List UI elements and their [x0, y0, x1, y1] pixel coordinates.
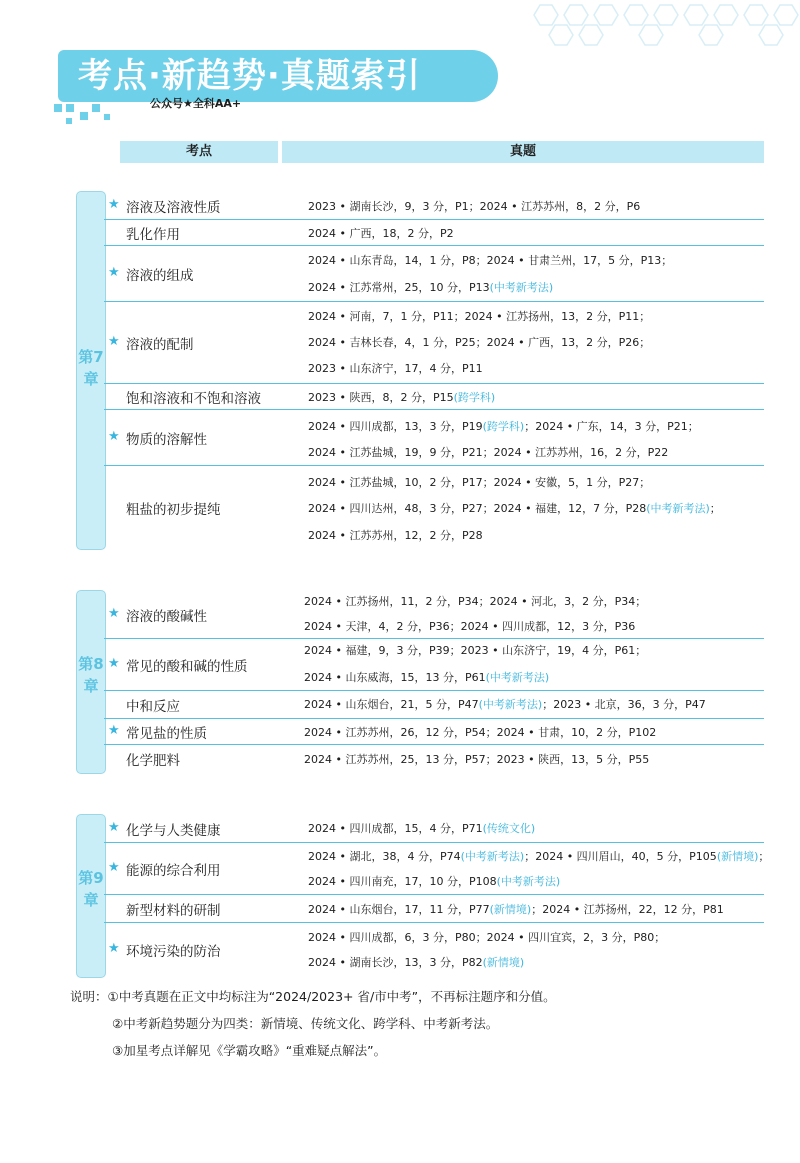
- exam-reference-line: [308, 389, 495, 405]
- table-row: [104, 638, 764, 690]
- exam-reference-line: [308, 252, 672, 268]
- exam-reference-line: [308, 820, 535, 836]
- star-icon: ★: [108, 723, 120, 738]
- exam-reference-line: [304, 618, 635, 634]
- trend-tag: (新情境): [489, 903, 532, 916]
- exam-reference: ；: [709, 502, 721, 515]
- exam-reference: 2024 • 江苏常州，25，10 分，P13: [308, 281, 490, 294]
- exam-reference-line: [308, 444, 668, 460]
- table-row: [104, 842, 770, 894]
- exam-reference: 2023 • 湖南长沙，9，3 分，P1；2024 • 江苏苏州，8，2 分，P6: [308, 200, 641, 213]
- trend-tag: (中考新考法): [460, 850, 525, 863]
- exam-reference-line: [304, 642, 646, 658]
- knowledge-point: 新型材料的研制: [126, 903, 221, 919]
- exam-reference-line: [308, 418, 699, 434]
- decor-square: [54, 104, 62, 112]
- exam-reference-line: [308, 527, 483, 543]
- page-title: 考点·新趋势·真题索引: [78, 56, 421, 96]
- exam-reference: 2023 • 陕西，8，2 分，P15: [308, 391, 454, 404]
- trend-tag: (跨学科): [453, 391, 496, 404]
- knowledge-point: 溶液的组成: [126, 268, 194, 284]
- chapter-marker: [76, 590, 106, 774]
- exam-reference: 2024 • 江苏苏州，25，13 分，P57；2023 • 陕西，13，5 分，P55: [304, 753, 650, 766]
- table-row: [104, 245, 764, 301]
- exam-reference-line: [308, 308, 650, 324]
- exam-reference: 2023 • 山东济宁，17，4 分，P11: [308, 362, 483, 375]
- exam-reference: ；2024 • 江苏扬州，22，12 分，P81: [531, 903, 724, 916]
- trend-tag: (中考新考法): [489, 281, 554, 294]
- knowledge-point: 乳化作用: [126, 227, 180, 243]
- trend-tag: (新情境): [716, 850, 759, 863]
- star-icon: ★: [108, 860, 120, 875]
- exam-reference: 2024 • 山东烟台，17，11 分，P77: [308, 903, 490, 916]
- knowledge-point: 物质的溶解性: [126, 432, 207, 448]
- chapter-label: 第9章: [78, 869, 104, 909]
- knowledge-point: 溶液的配制: [126, 337, 194, 353]
- exam-reference-line: [308, 474, 650, 490]
- knowledge-point: 溶液及溶液性质: [126, 200, 221, 216]
- chapter-marker: [76, 814, 106, 978]
- decor-square: [80, 112, 88, 120]
- exam-reference: ；: [758, 850, 770, 863]
- trend-tag: (跨学科): [482, 420, 525, 433]
- star-icon: ★: [108, 656, 120, 671]
- exam-reference-line: [308, 929, 665, 945]
- decor-square: [92, 104, 100, 112]
- exam-reference: 2024 • 江苏盐城，19，9 分，P21；2024 • 江苏苏州，16，2 分，P22: [308, 446, 669, 459]
- decor-square: [104, 114, 110, 120]
- table-row: [104, 191, 764, 219]
- exam-reference-line: [304, 724, 656, 740]
- table-row: [104, 718, 764, 744]
- exam-reference: 2024 • 山东烟台，21，5 分，P47: [304, 698, 479, 711]
- exam-reference: 2024 • 吉林长春，4，1 分，P25；2024 • 广西，13，2 分，P26；: [308, 336, 651, 349]
- exam-reference-line: [308, 225, 454, 241]
- exam-reference: 2024 • 四川成都，6，3 分，P80；2024 • 四川宜宾，2，3 分，P80；: [308, 931, 666, 944]
- knowledge-point: 溶液的酸碱性: [126, 609, 207, 625]
- exam-reference-line: [308, 901, 724, 917]
- chapter-marker: [76, 191, 106, 550]
- column-header-exams: 真题: [282, 141, 764, 163]
- exam-reference: 2024 • 四川成都，13，3 分，P19: [308, 420, 483, 433]
- exam-reference: 2024 • 江苏扬州，11，2 分，P34；2024 • 河北，3，2 分，P34；: [304, 595, 647, 608]
- exam-reference-line: [304, 593, 646, 609]
- exam-reference-line: [304, 669, 549, 685]
- exam-reference-line: [308, 360, 483, 376]
- trend-tag: (中考新考法): [496, 875, 561, 888]
- exam-reference-line: [304, 696, 706, 712]
- chapter-label: 第8章: [78, 655, 104, 695]
- exam-reference: ；2024 • 四川眉山，40，5 分，P105: [524, 850, 717, 863]
- table-row: [104, 465, 764, 548]
- table-row: [104, 219, 764, 245]
- exam-reference: 2024 • 河南，7，1 分，P11；2024 • 江苏扬州，13，2 分，P11；: [308, 310, 651, 323]
- exam-reference: 2024 • 山东青岛，14，1 分，P8；2024 • 甘肃兰州，17，5 分，P13；: [308, 254, 673, 267]
- trend-tag: (传统文化): [482, 822, 536, 835]
- trend-tag: (中考新考法): [478, 698, 543, 711]
- trend-tag: (中考新考法): [646, 502, 710, 515]
- knowledge-point: 化学与人类健康: [126, 823, 221, 839]
- exam-reference: 2024 • 江苏苏州，12，2 分，P28: [308, 529, 483, 542]
- exam-reference: 2024 • 四川达州，48，3 分，P27；2024 • 福建，12，7 分，P28: [308, 502, 647, 515]
- exam-reference: 2024 • 福建，9，3 分，P39；2023 • 山东济宁，19，4 分，P61；: [304, 644, 647, 657]
- knowledge-point: 饱和溶液和不饱和溶液: [126, 391, 261, 407]
- exam-reference: 2024 • 江苏苏州，26，12 分，P54；2024 • 甘肃，10，2 分，P102: [304, 726, 657, 739]
- exam-reference-line: [308, 954, 524, 970]
- note-line: ③加星考点详解见《学霸攻略》“重难疑点解法”。: [112, 1043, 387, 1058]
- knowledge-point: 能源的综合利用: [126, 863, 221, 879]
- chapter-label: 第7章: [78, 348, 104, 388]
- star-icon: ★: [108, 197, 120, 212]
- exam-reference: ；2024 • 广东，14，3 分，P21；: [524, 420, 699, 433]
- knowledge-point: 中和反应: [126, 699, 180, 715]
- exam-reference: 2024 • 湖南长沙，13，3 分，P82: [308, 956, 483, 969]
- exam-reference-line: [308, 848, 769, 864]
- column-header-point: 考点: [120, 141, 278, 163]
- exam-reference-line: [304, 751, 649, 767]
- table-row: [104, 814, 764, 842]
- exam-reference-line: [308, 198, 640, 214]
- trend-tag: (新情境): [482, 956, 525, 969]
- table-row: [104, 894, 764, 922]
- exam-reference: 2024 • 四川成都，15，4 分，P71: [308, 822, 483, 835]
- note-line: 说明：①中考真题在正文中均标注为“2024/2023+ 省/市中考”，不再标注题序和分值。: [70, 989, 556, 1004]
- knowledge-point: 粗盐的初步提纯: [126, 501, 221, 518]
- knowledge-point: 环境污染的防治: [126, 944, 221, 960]
- exam-reference: 2024 • 湖北，38，4 分，P74: [308, 850, 461, 863]
- exam-reference-line: [308, 500, 721, 516]
- knowledge-point: 常见的酸和碱的性质: [126, 659, 248, 675]
- table-row: [104, 409, 764, 465]
- star-icon: ★: [108, 429, 120, 444]
- decor-square: [66, 118, 72, 124]
- knowledge-point: 常见盐的性质: [126, 726, 207, 742]
- exam-reference: 2024 • 四川南充，17，10 分，P108: [308, 875, 497, 888]
- table-row: [104, 690, 764, 718]
- star-icon: ★: [108, 334, 120, 349]
- exam-reference-line: [308, 334, 650, 350]
- hexagon-pattern-decoration: [530, 0, 800, 60]
- star-icon: ★: [108, 606, 120, 621]
- star-icon: ★: [108, 265, 120, 280]
- exam-reference: 2024 • 广西，18，2 分，P2: [308, 227, 454, 240]
- table-row: [104, 590, 764, 638]
- table-row: [104, 922, 764, 976]
- exam-reference: 2024 • 山东威海，15，13 分，P61: [304, 671, 486, 684]
- exam-reference: 2024 • 天津，4，2 分，P36；2024 • 四川成都，12，3 分，P36: [304, 620, 636, 633]
- star-icon: ★: [108, 941, 120, 956]
- knowledge-point: 化学肥料: [126, 753, 180, 769]
- exam-reference: 2024 • 江苏盐城，10，2 分，P17；2024 • 安徽，5，1 分，P27；: [308, 476, 651, 489]
- star-icon: ★: [108, 820, 120, 835]
- exam-reference: ；2023 • 北京，36，3 分，P47: [542, 698, 706, 711]
- table-row: [104, 744, 764, 772]
- exam-reference-line: [308, 279, 553, 295]
- exam-reference-line: [308, 873, 560, 889]
- decor-square: [66, 104, 74, 112]
- table-row: [104, 301, 764, 383]
- trend-tag: (中考新考法): [485, 671, 550, 684]
- note-line: ②中考新趋势题分为四类：新情境、传统文化、跨学科、中考新考法。: [112, 1016, 499, 1031]
- table-row: [104, 383, 764, 409]
- page-subtitle: 公众号★全科AA+: [150, 97, 242, 110]
